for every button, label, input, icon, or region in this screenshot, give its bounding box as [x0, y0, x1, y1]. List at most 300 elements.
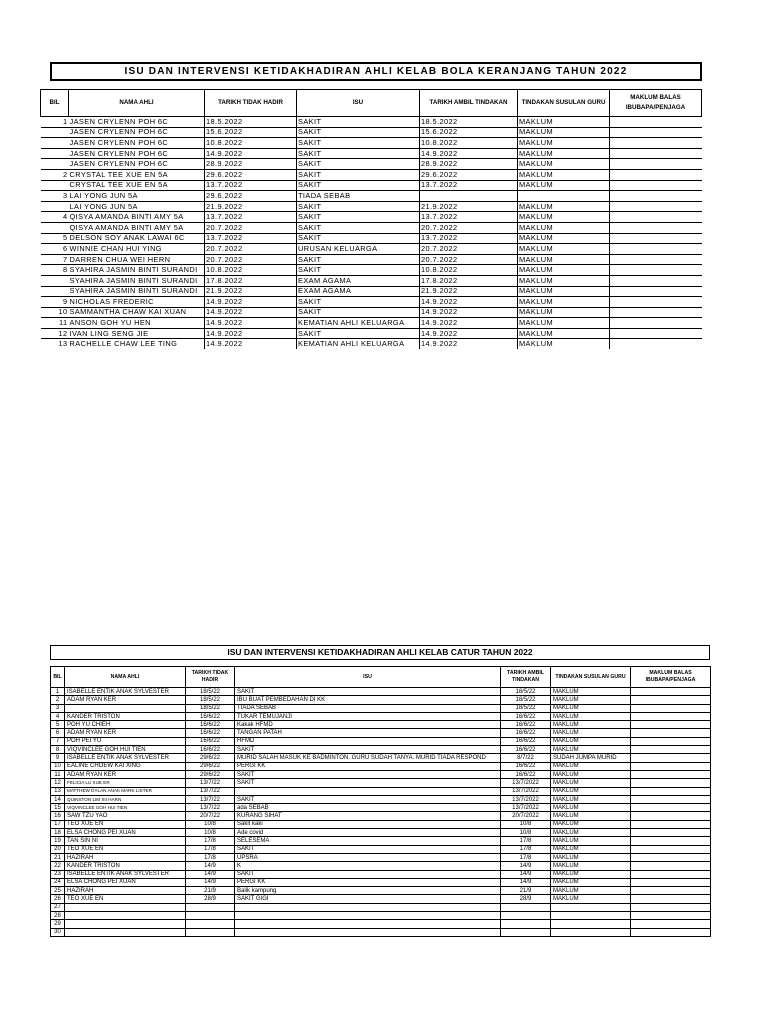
table-cell: 28.9.2022 — [205, 159, 297, 170]
table-cell — [631, 696, 711, 704]
chess-table-title: ISU DAN INTERVENSI KETIDAKHADIRAN AHLI KELAB CATUR TAHUN 2022 — [50, 645, 710, 660]
table-cell: MAKLUM — [551, 820, 631, 828]
table-cell — [631, 903, 711, 911]
table-cell: MAKLUM — [551, 887, 631, 895]
table-cell: 24 — [51, 878, 65, 886]
table-cell — [631, 820, 711, 828]
table-cell: 13 — [51, 787, 65, 795]
table-cell: MAKLUM — [551, 704, 631, 712]
table-cell: KANDER TRISTON — [65, 712, 186, 720]
chess-table-body — [51, 688, 711, 937]
table-cell: 13.7.2022 — [420, 180, 518, 191]
table-cell: 10/8 — [501, 820, 551, 828]
table-cell: 20.7.2022 — [420, 254, 518, 265]
table-cell: SAMMANTHA CHAW KAI XUAN — [69, 307, 205, 318]
table-header-row — [41, 90, 702, 117]
col-header-tarikh-tidak-hadir: TARIKH TIDAK HADIR — [186, 667, 235, 688]
table-cell: 21.9.2022 — [205, 286, 297, 297]
table-cell — [41, 159, 69, 170]
table-cell: 18.5.2022 — [420, 117, 518, 128]
table-cell: PERGI KK — [235, 878, 501, 886]
table-cell: SAKIT — [235, 870, 501, 878]
table-row — [51, 862, 711, 870]
table-cell: 13/7/22 — [186, 787, 235, 795]
table-cell — [65, 912, 186, 920]
table-cell: 18/5/22 — [186, 688, 235, 696]
table-cell: 13.7.2022 — [205, 212, 297, 223]
col-header-tarikh-tindakan: TARIKH AMBIL TINDAKAN — [420, 90, 518, 117]
table-cell: MAKLUM — [551, 795, 631, 803]
table-row — [51, 804, 711, 812]
table-cell: 18.5.2022 — [205, 117, 297, 128]
table-row — [51, 829, 711, 837]
table-cell: TEO XUE EN — [65, 820, 186, 828]
table-cell: 16/6/22 — [501, 770, 551, 778]
table-cell: 2 — [51, 696, 65, 704]
table-cell: 18/5/22 — [501, 696, 551, 704]
table-cell: 17.8.2022 — [420, 275, 518, 286]
table-cell — [235, 787, 501, 795]
col-header-nama: NAMA AHLI — [65, 667, 186, 688]
table-cell: ELSA CHONG PEI XUAN — [65, 829, 186, 837]
table-cell — [631, 787, 711, 795]
table-row — [51, 928, 711, 936]
table-cell — [610, 328, 702, 339]
table-cell: 10.8.2022 — [420, 265, 518, 276]
table-cell: 16/6/22 — [501, 737, 551, 745]
table-cell: PERGI KK — [235, 762, 501, 770]
col-header-maklum-balas: MAKLUM BALAS IBUBAPA/PENJAGA — [631, 667, 711, 688]
table-cell: 17/8 — [186, 853, 235, 861]
table-cell: 13.7.2022 — [420, 233, 518, 244]
table-cell: SAKIT — [297, 138, 420, 149]
col-header-isu: ISU — [235, 667, 501, 688]
table-cell: 18/5/22 — [186, 704, 235, 712]
table-cell: SAKIT — [297, 148, 420, 159]
table-cell: 5 — [41, 233, 69, 244]
table-cell: HAZIRAH — [65, 887, 186, 895]
table-cell — [631, 737, 711, 745]
table-cell: JASEN CRYLENN POH 6C — [69, 138, 205, 149]
table-cell — [610, 191, 702, 202]
table-cell: 14.9.2022 — [420, 318, 518, 329]
table-cell: 13.7.2022 — [205, 233, 297, 244]
table-cell: 14/9 — [501, 878, 551, 886]
table-row — [51, 762, 711, 770]
table-cell: 18/5/22 — [186, 696, 235, 704]
table-cell — [631, 920, 711, 928]
table-cell: EXAM AGAMA — [297, 275, 420, 286]
table-cell — [65, 928, 186, 936]
table-cell — [631, 770, 711, 778]
table-cell: 25 — [51, 887, 65, 895]
table-cell: 2 — [41, 169, 69, 180]
table-cell: 14/9 — [186, 870, 235, 878]
table-cell: Ade covid — [235, 829, 501, 837]
table-cell: SAKIT — [235, 688, 501, 696]
col-header-tindakan-susulan: TINDAKAN SUSULAN GURU — [518, 90, 610, 117]
table-cell: MAKLUM — [518, 148, 610, 159]
table-cell: 15 — [51, 804, 65, 812]
table-cell: 26 — [51, 895, 65, 903]
table-cell: 14/9 — [186, 862, 235, 870]
table-cell — [610, 265, 702, 276]
table-cell: 16 — [51, 812, 65, 820]
table-cell: MAKLUM — [518, 117, 610, 128]
table-cell — [631, 887, 711, 895]
table-cell: 20.7.2022 — [420, 244, 518, 255]
table-cell: 22 — [51, 862, 65, 870]
table-cell: KEMATIAN AHLI KELUARGA — [297, 339, 420, 349]
table-cell: TIADA SEBAB — [235, 704, 501, 712]
table-cell: 17/8 — [501, 845, 551, 853]
table-cell: SAKIT — [297, 117, 420, 128]
table-row — [51, 712, 711, 720]
table-cell: 14.9.2022 — [420, 328, 518, 339]
table-cell — [631, 688, 711, 696]
table-cell: 29 — [51, 920, 65, 928]
table-cell: ELSA CHONG PEI XUAN — [65, 878, 186, 886]
table-cell — [631, 721, 711, 729]
table-cell: 18/5/22 — [501, 688, 551, 696]
table-row — [41, 233, 702, 244]
table-cell: Sakit kaki — [235, 820, 501, 828]
table-cell — [186, 912, 235, 920]
table-cell: MAKLUM — [551, 712, 631, 720]
table-row — [41, 318, 702, 329]
table-cell: 28/9 — [501, 895, 551, 903]
table-cell: K — [235, 862, 501, 870]
table-cell: 20.7.2022 — [420, 222, 518, 233]
table-cell: MAKLUM — [518, 286, 610, 297]
table-cell: MAKLUM — [551, 853, 631, 861]
table-cell: MAKLUM — [518, 127, 610, 138]
table-cell — [631, 845, 711, 853]
table-cell: MATTHEW DYLAN ANAK MARK LISTER — [65, 787, 186, 795]
table-row — [41, 138, 702, 149]
table-cell: MAKLUM — [551, 729, 631, 737]
table-cell: 16/6/22 — [501, 746, 551, 754]
table-cell — [610, 138, 702, 149]
table-row — [51, 870, 711, 878]
table-cell — [41, 148, 69, 159]
table-cell: SAKIT — [297, 307, 420, 318]
table-cell: 21.9.2022 — [420, 286, 518, 297]
table-row — [51, 853, 711, 861]
table-cell: JASEN CRYLENN POH 6C — [69, 148, 205, 159]
table-cell: 7 — [51, 737, 65, 745]
table-cell — [631, 878, 711, 886]
table-cell: TIADA SEBAB — [297, 191, 420, 202]
table-cell: MAKLUM — [551, 837, 631, 845]
table-cell: 20.7.2022 — [205, 244, 297, 255]
table-cell: ISABELLE ENTIK ANAK SYLVESTER — [65, 754, 186, 762]
table-cell: 8 — [41, 265, 69, 276]
basketball-table-title: ISU DAN INTERVENSI KETIDAKHADIRAN AHLI KELAB BOLA KERANJANG TAHUN 2022 — [50, 62, 702, 81]
table-cell — [631, 779, 711, 787]
table-cell: 20 — [51, 845, 65, 853]
table-cell: 17/8 — [186, 845, 235, 853]
table-cell: MAKLUM — [551, 845, 631, 853]
table-row — [41, 297, 702, 308]
table-row — [41, 127, 702, 138]
table-cell: JASEN CRYLENN POH 6C — [69, 159, 205, 170]
table-cell: UPSRA — [235, 853, 501, 861]
table-cell: DELSON SOY ANAK LAWAI 6C — [69, 233, 205, 244]
table-cell: QISYA AMANDA BINTI AMY 5A — [69, 222, 205, 233]
table-cell: DARREN CHUA WEI HERN — [69, 254, 205, 265]
table-cell: MAKLUM — [551, 696, 631, 704]
col-header-isu: ISU — [297, 90, 420, 117]
table-cell — [610, 318, 702, 329]
table-cell — [551, 912, 631, 920]
table-cell — [631, 912, 711, 920]
table-cell: 11 — [51, 770, 65, 778]
table-row — [51, 878, 711, 886]
table-cell: 23 — [51, 870, 65, 878]
table-cell: HFMD — [235, 737, 501, 745]
table-cell: SAKIT — [297, 328, 420, 339]
table-cell: MAKLUM — [518, 212, 610, 223]
table-cell: TEO XUE EN — [65, 895, 186, 903]
table-cell: LAI YONG JUN 5A — [69, 201, 205, 212]
table-row — [51, 903, 711, 911]
table-cell: SAKIT — [297, 297, 420, 308]
table-cell — [631, 754, 711, 762]
table-cell: 14.9.2022 — [420, 148, 518, 159]
col-header-maklum-balas: MAKLUM BALAS IBUBAPA/PENJAGA — [610, 90, 702, 117]
table-cell: 14 — [51, 795, 65, 803]
table-cell: Kakak HFMD — [235, 721, 501, 729]
table-cell — [41, 127, 69, 138]
table-cell: IVAN LING SENG JIE — [69, 328, 205, 339]
table-cell: 14.9.2022 — [420, 297, 518, 308]
table-cell: TAN SIN NI — [65, 837, 186, 845]
table-row — [41, 180, 702, 191]
table-cell — [610, 117, 702, 128]
table-cell: SYAHIRA JASMIN BINTI SURANDI — [69, 275, 205, 286]
table-cell: 21.9.2022 — [420, 201, 518, 212]
table-cell: SAKIT — [297, 222, 420, 233]
table-cell: MAKLUM — [518, 169, 610, 180]
table-cell: MAKLUM — [551, 688, 631, 696]
table-cell: 1 — [41, 117, 69, 128]
table-row — [51, 845, 711, 853]
table-cell: 16/6/22 — [186, 746, 235, 754]
table-cell — [501, 928, 551, 936]
table-cell — [41, 286, 69, 297]
table-row — [41, 254, 702, 265]
table-cell: POH YU CHIEH — [65, 721, 186, 729]
table-cell: MAKLUM — [518, 180, 610, 191]
table-cell: NICHOLAS FREDERIC — [69, 297, 205, 308]
table-cell — [501, 920, 551, 928]
table-cell: 20/7/2022 — [501, 812, 551, 820]
table-cell: 20/7/22 — [186, 812, 235, 820]
table-row — [51, 920, 711, 928]
table-cell: 15.6.2022 — [420, 127, 518, 138]
table-cell — [631, 895, 711, 903]
table-cell: MAKLUM — [518, 339, 610, 349]
table-cell: 10 — [51, 762, 65, 770]
table-cell: MURID SALAH MASUK KE BADMINTON. GURU SUDAH TANYA. MURID TIADA RESPOND — [235, 754, 501, 762]
table-row — [41, 265, 702, 276]
table-cell: WINNIE CHAN HUI YING — [69, 244, 205, 255]
table-row — [51, 837, 711, 845]
table-row — [41, 286, 702, 297]
table-cell: 27 — [51, 903, 65, 911]
table-row — [51, 721, 711, 729]
table-cell — [186, 928, 235, 936]
table-cell: MAKLUM — [518, 159, 610, 170]
table-cell: ADAM RYAN KER — [65, 770, 186, 778]
table-cell: 16/6/22 — [501, 721, 551, 729]
table-cell — [610, 307, 702, 318]
table-row — [51, 795, 711, 803]
table-cell: 8 — [51, 746, 65, 754]
table-cell — [631, 853, 711, 861]
table-cell: SAKIT — [297, 127, 420, 138]
table-cell: 6 — [51, 729, 65, 737]
table-cell: 1 — [51, 688, 65, 696]
table-cell — [610, 254, 702, 265]
table-cell: 14/9 — [501, 862, 551, 870]
table-row — [41, 191, 702, 202]
table-cell: SAKIT — [297, 169, 420, 180]
table-row — [51, 704, 711, 712]
table-cell: MAKLUM — [551, 895, 631, 903]
table-row — [41, 339, 702, 349]
table-cell: SELESEMA — [235, 837, 501, 845]
table-cell — [610, 339, 702, 349]
table-cell: 21/9 — [501, 887, 551, 895]
table-row — [41, 222, 702, 233]
col-header-tarikh-tindakan: TARIKH AMBIL TINDAKAN — [501, 667, 551, 688]
table-cell: 14.9.2022 — [420, 339, 518, 349]
table-cell — [610, 148, 702, 159]
table-cell — [65, 903, 186, 911]
chess-absence-table — [50, 666, 711, 937]
table-cell — [65, 704, 186, 712]
table-row — [51, 746, 711, 754]
table-cell: 18 — [51, 829, 65, 837]
table-cell: MAKLUM — [551, 721, 631, 729]
table-cell — [610, 222, 702, 233]
table-cell: JASEN CRYLENN POH 6C — [69, 117, 205, 128]
table-row — [41, 307, 702, 318]
table-cell: 13/7/22 — [186, 779, 235, 787]
table-cell: EXAM AGAMA — [297, 286, 420, 297]
table-cell: 29.6.2022 — [420, 169, 518, 180]
table-cell — [610, 297, 702, 308]
table-cell: HAZIRAH — [65, 853, 186, 861]
table-row — [51, 895, 711, 903]
table-cell: 14.9.2022 — [205, 318, 297, 329]
table-cell: MAKLUM — [518, 138, 610, 149]
table-cell: CRYSTAL TEE XUE EN 5A — [69, 169, 205, 180]
table-cell: SAKIT — [297, 233, 420, 244]
table-cell: MAKLUM — [551, 870, 631, 878]
table-row — [51, 887, 711, 895]
table-row — [41, 244, 702, 255]
table-cell: 13/7/2022 — [501, 804, 551, 812]
table-cell: QISYA AMANDA BINTI AMY 5A — [69, 212, 205, 223]
table-cell: 14.9.2022 — [205, 328, 297, 339]
table-cell: 17.8.2022 — [205, 275, 297, 286]
table-cell — [610, 244, 702, 255]
table-cell: SAKIT — [235, 770, 501, 778]
table-cell — [631, 829, 711, 837]
table-cell: POH PEI YU — [65, 737, 186, 745]
table-row — [41, 275, 702, 286]
table-cell: 14/9 — [501, 870, 551, 878]
table-cell — [610, 212, 702, 223]
table-cell: MAKLUM — [551, 762, 631, 770]
table-cell: 13/7/2022 — [501, 787, 551, 795]
table-cell: MAKLUM — [518, 254, 610, 265]
table-cell: 12 — [41, 328, 69, 339]
table-cell: 16/6/22 — [186, 737, 235, 745]
table-cell: 16/6/22 — [186, 721, 235, 729]
table-cell: 29.6.2022 — [205, 169, 297, 180]
table-cell: 14.9.2022 — [205, 297, 297, 308]
table-cell: MAKLUM — [551, 746, 631, 754]
table-cell: Balik kampung — [235, 887, 501, 895]
table-cell: 16/6/22 — [186, 712, 235, 720]
table-row — [51, 912, 711, 920]
table-cell: SAKIT — [235, 746, 501, 754]
table-cell: 16/6/22 — [501, 762, 551, 770]
table-cell: 17/8 — [501, 853, 551, 861]
table-cell: EALINE CHOEW KAI XING — [65, 762, 186, 770]
table-cell: CRYSTAL TEE XUE EN 5A — [69, 180, 205, 191]
table-cell: MAKLUM — [551, 812, 631, 820]
table-cell — [631, 795, 711, 803]
table-cell: 17 — [51, 820, 65, 828]
table-cell: QUINSTON LIM XII HARN — [65, 795, 186, 803]
table-cell: 18/5/22 — [501, 704, 551, 712]
table-cell — [610, 275, 702, 286]
table-cell: 9 — [51, 754, 65, 762]
table-cell: MAKLUM — [518, 222, 610, 233]
table-cell: 12 — [51, 779, 65, 787]
table-row — [51, 770, 711, 778]
table-row — [51, 688, 711, 696]
table-cell — [631, 812, 711, 820]
table-cell: ISABELLE ENTIK ANAK SYLVESTER — [65, 688, 186, 696]
table-cell: SAKIT — [297, 254, 420, 265]
table-cell — [235, 920, 501, 928]
table-cell: VIQVINCLEE GOH HUI TIEN — [65, 804, 186, 812]
table-cell: MAKLUM — [518, 244, 610, 255]
table-row — [51, 737, 711, 745]
table-cell: 3 — [51, 704, 65, 712]
table-cell: 13/7/2022 — [501, 779, 551, 787]
table-cell: 14.9.2022 — [420, 307, 518, 318]
table-cell: SAKIT — [297, 265, 420, 276]
table-cell — [186, 903, 235, 911]
table-cell — [41, 222, 69, 233]
table-cell — [41, 138, 69, 149]
table-cell — [610, 169, 702, 180]
table-cell: 7 — [41, 254, 69, 265]
table-cell: 28.9.2022 — [420, 159, 518, 170]
table-cell — [631, 837, 711, 845]
table-cell: MAKLUM — [551, 770, 631, 778]
table-cell: SAW TZU YAO — [65, 812, 186, 820]
col-header-bil: BIL — [51, 667, 65, 688]
table-cell — [610, 159, 702, 170]
